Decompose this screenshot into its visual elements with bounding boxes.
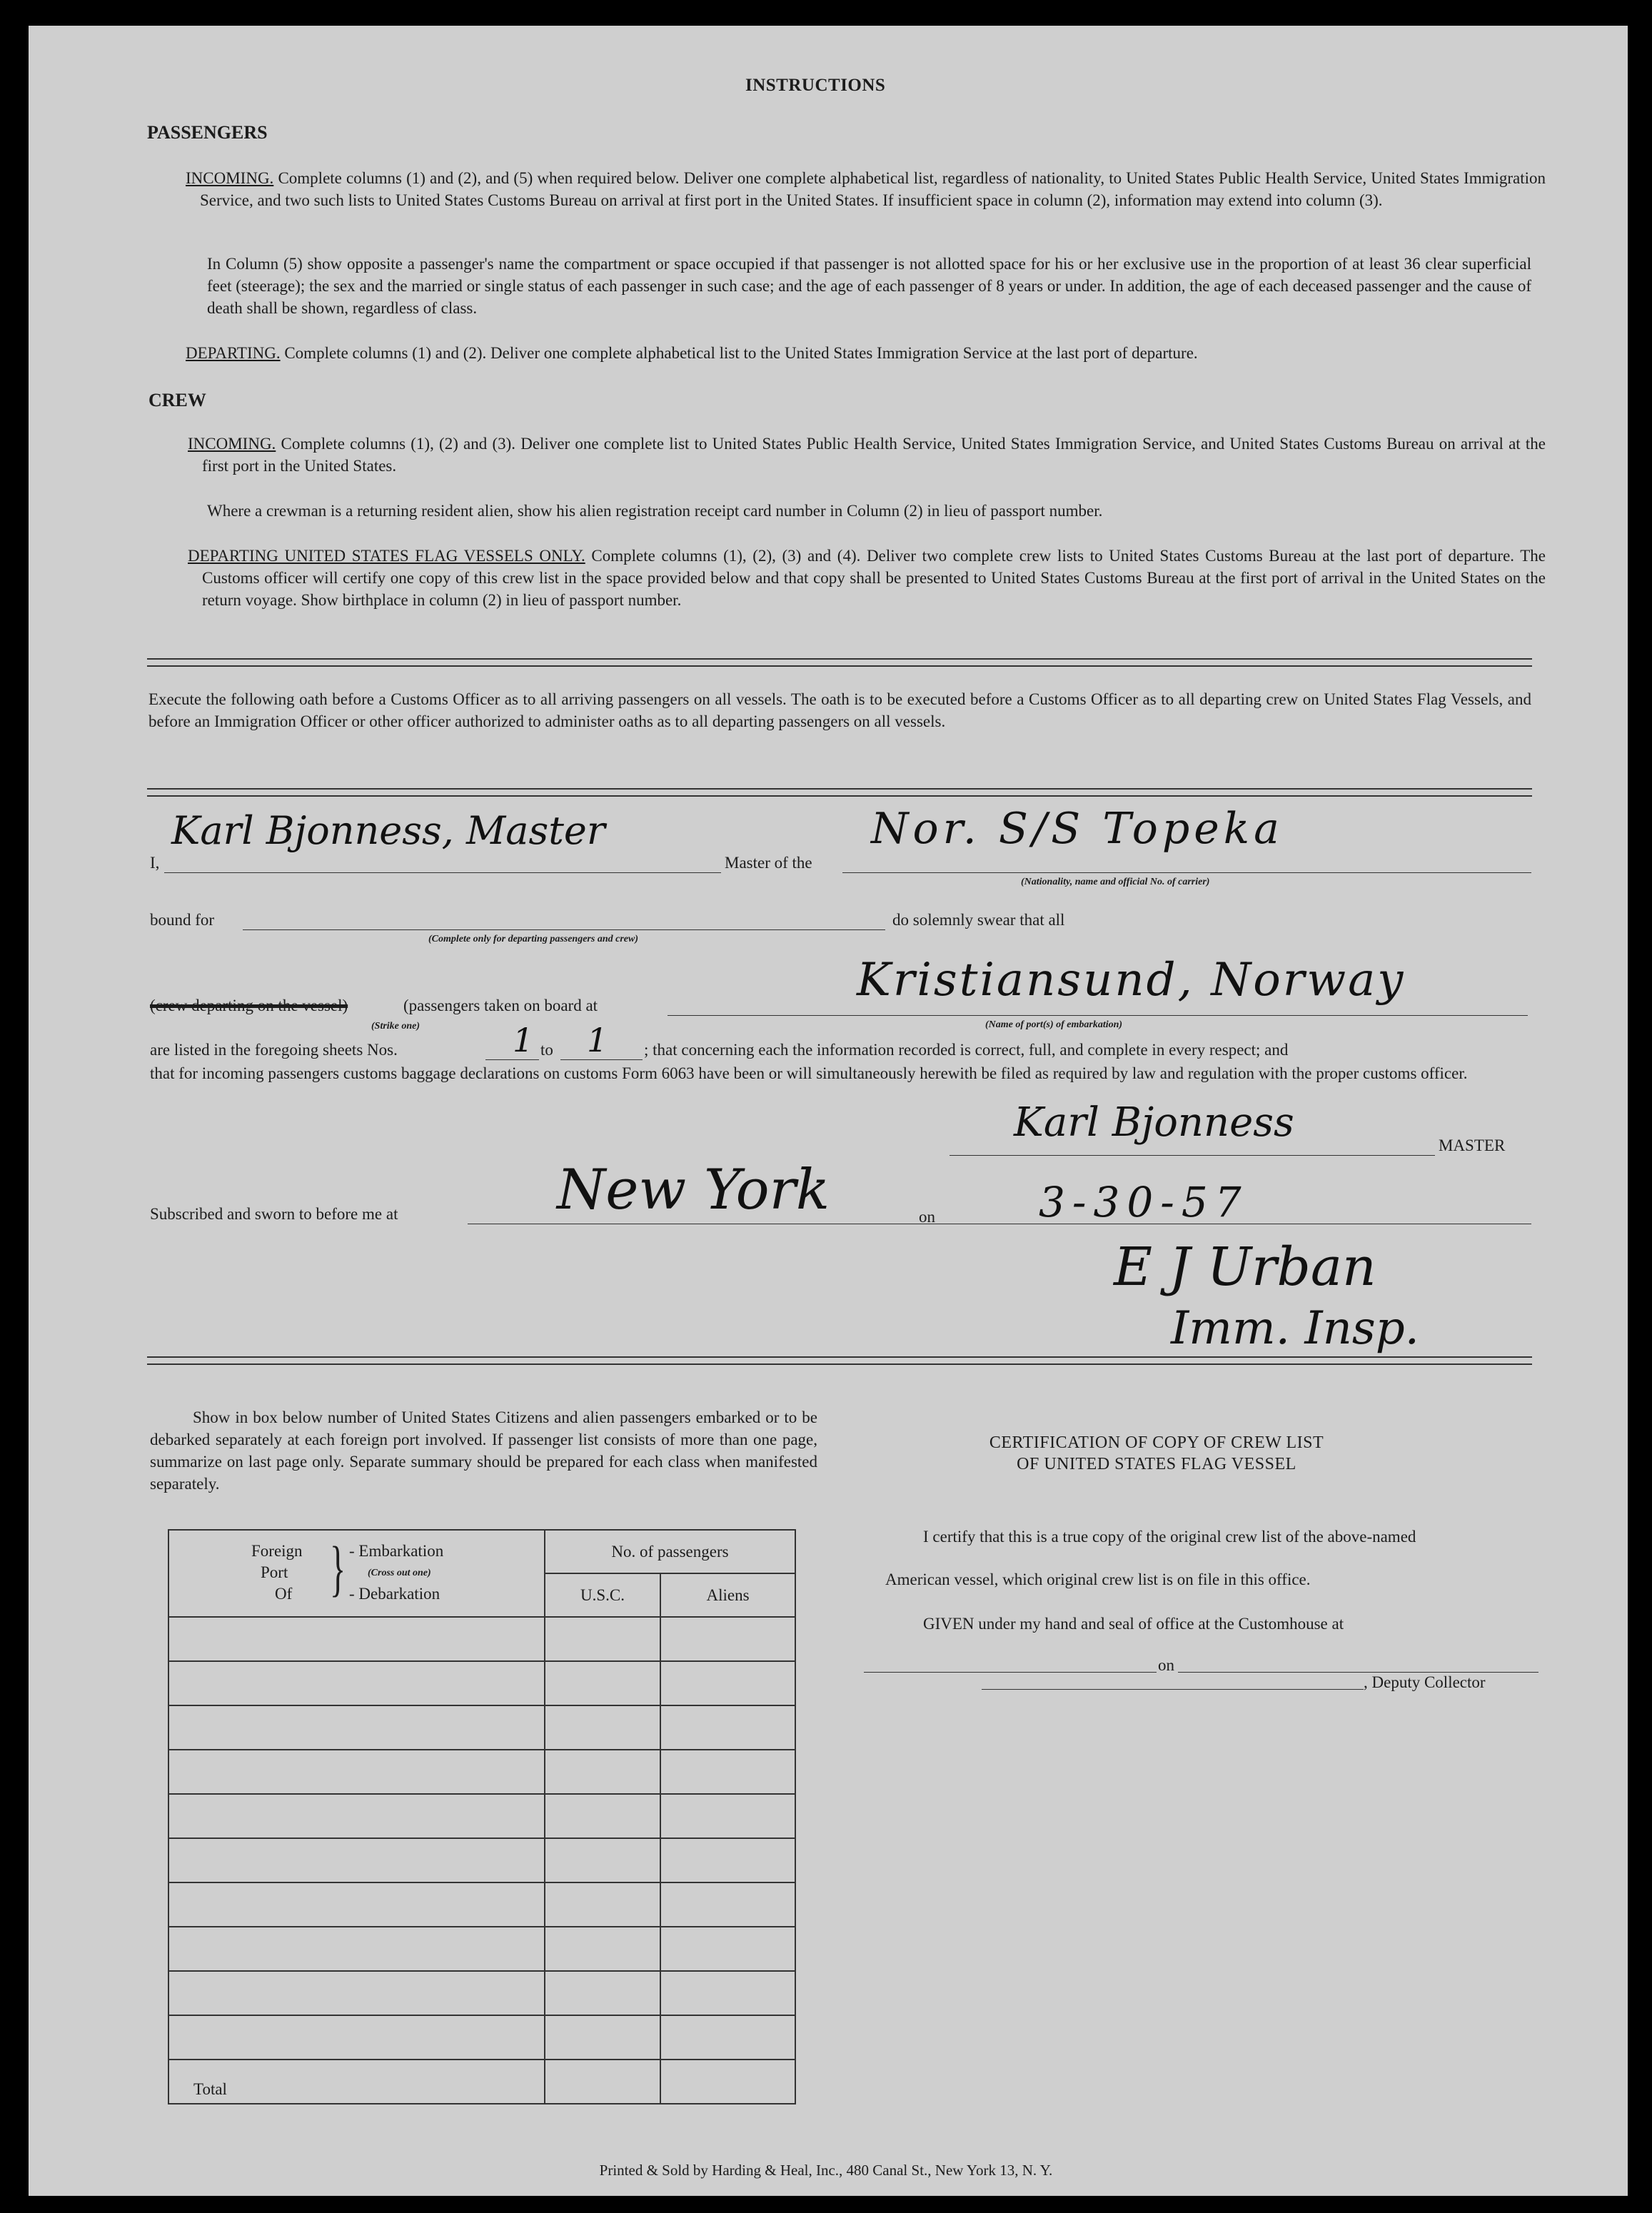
port-cell[interactable] [168, 1971, 545, 2015]
passenger-summary-table [168, 1529, 796, 2104]
divider [147, 665, 1532, 667]
usc-cell[interactable] [545, 2015, 660, 2060]
master-of-label: Master of the [725, 854, 812, 872]
aliens-cell[interactable] [660, 1927, 795, 1971]
sheets-text-1: ; that concerning each the information recorded is correct, full, and complete in every respect; and [644, 1041, 1289, 1059]
crew-departing-struck: (crew departing on the vessel) [150, 997, 348, 1014]
port-cell[interactable] [168, 2015, 545, 2060]
aliens-cell[interactable] [660, 1971, 795, 2015]
port-caption: (Name of port(s) of embarkation) [985, 1019, 1123, 1030]
total-label: Total [168, 2060, 545, 2104]
table-row [168, 1617, 795, 1661]
crew-incoming-text: Complete columns (1), (2) and (3). Deliver one complete list to United States Public Health Service, United States Immigration Service, and United States Customs Bureau on arrival at the first port in the United States. [202, 435, 1546, 475]
passengers-taken-label: (passengers taken on board at [403, 997, 598, 1014]
certification-line-1: I certify that this is a true copy of the original crew list of the above-named [923, 1528, 1416, 1546]
document-page [29, 26, 1628, 2196]
usc-total-cell[interactable] [545, 2060, 660, 2104]
port-cell[interactable] [168, 1838, 545, 1882]
master-name-handwritten: Karl Bjonness, Master [171, 808, 605, 853]
port-cell[interactable] [168, 1750, 545, 1794]
usc-cell[interactable] [545, 1882, 660, 1927]
printer-footer: Printed & Sold by Harding & Heal, Inc., 480 Canal St., New York 13, N. Y. [599, 2162, 1053, 2179]
incoming-label: INCOMING. [186, 169, 274, 187]
usc-cell[interactable] [545, 1927, 660, 1971]
certification-date-line[interactable] [1178, 1672, 1538, 1673]
aliens-cell[interactable] [660, 1661, 795, 1705]
port-cell[interactable] [168, 1617, 545, 1661]
departing-text: Complete columns (1) and (2). Deliver one complete alphabetical list to the United States Immigration Service at the last port of departure. [284, 344, 1198, 362]
date-handwritten: 3-30-57 [1039, 1178, 1249, 1226]
no-passengers-header: No. of passengers [545, 1530, 795, 1573]
deputy-collector-line[interactable] [982, 1689, 1364, 1690]
vessel-handwritten: Nor. S/S Topeka [871, 804, 1284, 854]
aliens-cell[interactable] [660, 1794, 795, 1838]
aliens-cell[interactable] [660, 1882, 795, 1927]
brace-icon: } [330, 1533, 346, 1603]
divider [147, 1363, 1532, 1365]
port-label: Port [261, 1563, 288, 1581]
total-row [168, 2060, 795, 2104]
table-row [168, 1927, 795, 1971]
crew-incoming-label: INCOMING. [188, 435, 276, 453]
vessel-caption: (Nationality, name and official No. of carrier) [1021, 877, 1210, 887]
incoming-text: Complete columns (1) and (2), and (5) when required below. Deliver one complete alphabetical list, regardless of nationality, to United States Public Health Service, United States Immigration Service, and two such lists to United States Customs Bureau on arrival at first port in the United States. If insufficient space in column (2), information may extend into column (3). [200, 169, 1546, 209]
master-suffix: MASTER [1439, 1136, 1506, 1154]
master-name-line [164, 872, 721, 873]
aliens-cell[interactable] [660, 1617, 795, 1661]
swear-label: do solemnly swear that all [892, 911, 1065, 929]
sheets-text-2: that for incoming passengers customs baggage declarations on customs Form 6063 have been or will simultaneously herewith be filed as required by law and regulation with the proper customs officer. [150, 1064, 1468, 1082]
strike-one-caption: (Strike one) [371, 1021, 420, 1032]
to-label: to [540, 1041, 553, 1059]
table-row [168, 1705, 795, 1750]
passengers-departing-paragraph [186, 342, 1531, 364]
debarkation-label: - Debarkation [349, 1585, 440, 1603]
divider [147, 1356, 1532, 1358]
officer-signature: E J Urban [1114, 1236, 1376, 1298]
aliens-cell[interactable] [660, 2015, 795, 2060]
sheet-to-handwritten: 1 [587, 1021, 608, 1059]
port-handwritten: Kristiansund, Norway [857, 954, 1406, 1007]
port-cell[interactable] [168, 1661, 545, 1705]
usc-cell[interactable] [545, 1705, 660, 1750]
foreign-port-header [168, 1530, 545, 1617]
aliens-cell[interactable] [660, 1705, 795, 1750]
aliens-cell[interactable] [660, 1838, 795, 1882]
instructions-title: INSTRUCTIONS [745, 76, 886, 95]
departing-label: DEPARTING. [186, 344, 281, 362]
usc-cell[interactable] [545, 1617, 660, 1661]
oath-intro: Execute the following oath before a Customs Officer as to all arriving passengers on all vessels. The oath is to be executed before a Customs Officer as to all departing crew on United States Flag Vessels, and before an Immigration Officer or other officer authorized to administer oaths as to all departing passengers on all vessels. [148, 690, 1531, 730]
embarkation-label: - Embarkation [349, 1542, 444, 1560]
master-signature: Karl Bjonness [1014, 1099, 1294, 1146]
certification-line-2: American vessel, which original crew list is on file in this office. [885, 1571, 1311, 1588]
crew-heading: CREW [148, 390, 206, 410]
aliens-cell[interactable] [660, 1750, 795, 1794]
summary-instructions: Show in box below number of United States Citizens and alien passengers embarked or to be debarked separately at each foreign port involved. If passenger list consists of more than one page, summarize on last page only. Separate summary should be prepared for each class when manifested separately. [150, 1408, 817, 1493]
passengers-heading: PASSENGERS [147, 122, 268, 143]
deputy-collector-label: , Deputy Collector [1364, 1673, 1486, 1691]
port-line [668, 1015, 1528, 1016]
usc-cell[interactable] [545, 1750, 660, 1794]
usc-cell[interactable] [545, 1971, 660, 2015]
bound-for-line [243, 929, 885, 930]
port-cell[interactable] [168, 1705, 545, 1750]
sheet-to-line [560, 1059, 643, 1060]
divider [147, 795, 1532, 797]
flag-label: DEPARTING UNITED STATES FLAG VESSELS ONLY. [188, 547, 585, 565]
on-label: on [919, 1208, 935, 1226]
certification-on-label: on [1158, 1656, 1174, 1674]
usc-cell[interactable] [545, 1794, 660, 1838]
usc-cell[interactable] [545, 1838, 660, 1882]
sheet-from-line [485, 1059, 539, 1060]
divider [147, 658, 1532, 660]
vessel-line [842, 872, 1531, 873]
sheet-from-handwritten: 1 [513, 1021, 534, 1059]
cross-out-caption: (Cross out one) [368, 1568, 431, 1578]
place-handwritten: New York [557, 1158, 830, 1222]
port-cell[interactable] [168, 1882, 545, 1927]
bound-for-label: bound for [150, 911, 215, 929]
flag-vessels-paragraph [188, 545, 1546, 611]
bound-for-caption: (Complete only for departing passengers and crew) [428, 934, 638, 944]
table-row [168, 1882, 795, 1927]
subscribed-label: Subscribed and sworn to before me at [150, 1205, 398, 1223]
table-row [168, 2015, 795, 2060]
aliens-header: Aliens [660, 1573, 795, 1617]
sheets-label: are listed in the foregoing sheets Nos. [150, 1041, 398, 1059]
crewman-paragraph: Where a crewman is a returning resident alien, show his alien registration receipt card number in Column (2) in lieu of passport number. [207, 502, 1103, 520]
foreign-label: Foreign [251, 1542, 303, 1560]
divider [147, 788, 1532, 790]
i-label: I, [150, 854, 160, 872]
certification-line-3: GIVEN under my hand and seal of office at the Customhouse at [923, 1615, 1344, 1633]
of-label: Of [275, 1585, 293, 1603]
passengers-incoming-paragraph [186, 167, 1546, 211]
crew-incoming-paragraph [188, 433, 1546, 477]
certification-title-2: OF UNITED STATES FLAG VESSEL [1017, 1455, 1296, 1473]
officer-title: Imm. Insp. [1171, 1302, 1419, 1355]
customhouse-line[interactable] [864, 1672, 1157, 1673]
master-signature-line [950, 1155, 1435, 1156]
flag-text: Complete columns (1), (2), (3) and (4). Deliver two complete crew lists to United States Customs Bureau at the last port of departure. The Customs officer will certify one copy of this crew list in the space provided below and that copy shall be presented to United States Customs Bureau at the first port of arrival in the United States on the return voyage. Show birthplace in column (2) in lieu of passport number. [202, 547, 1546, 609]
port-cell[interactable] [168, 1794, 545, 1838]
table-row [168, 1794, 795, 1838]
table-row [168, 1661, 795, 1705]
usc-header: U.S.C. [545, 1573, 660, 1617]
table-row [168, 1838, 795, 1882]
column5-paragraph: In Column (5) show opposite a passenger's name the compartment or space occupied if that passenger is not allotted space for his or her exclusive use in the proportion of at least 36 clear superficial feet (steerage); the sex and the married or single status of each passenger in such case; and the age of each passenger of 8 years or under. In addition, the age of each deceased passenger and the cause of death shall be shown, regardless of class. [207, 255, 1531, 317]
usc-cell[interactable] [545, 1661, 660, 1705]
port-cell[interactable] [168, 1927, 545, 1971]
aliens-total-cell[interactable] [660, 2060, 795, 2104]
certification-title-1: CERTIFICATION OF COPY OF CREW LIST [989, 1433, 1324, 1452]
table-row [168, 1971, 795, 2015]
table-row [168, 1750, 795, 1794]
